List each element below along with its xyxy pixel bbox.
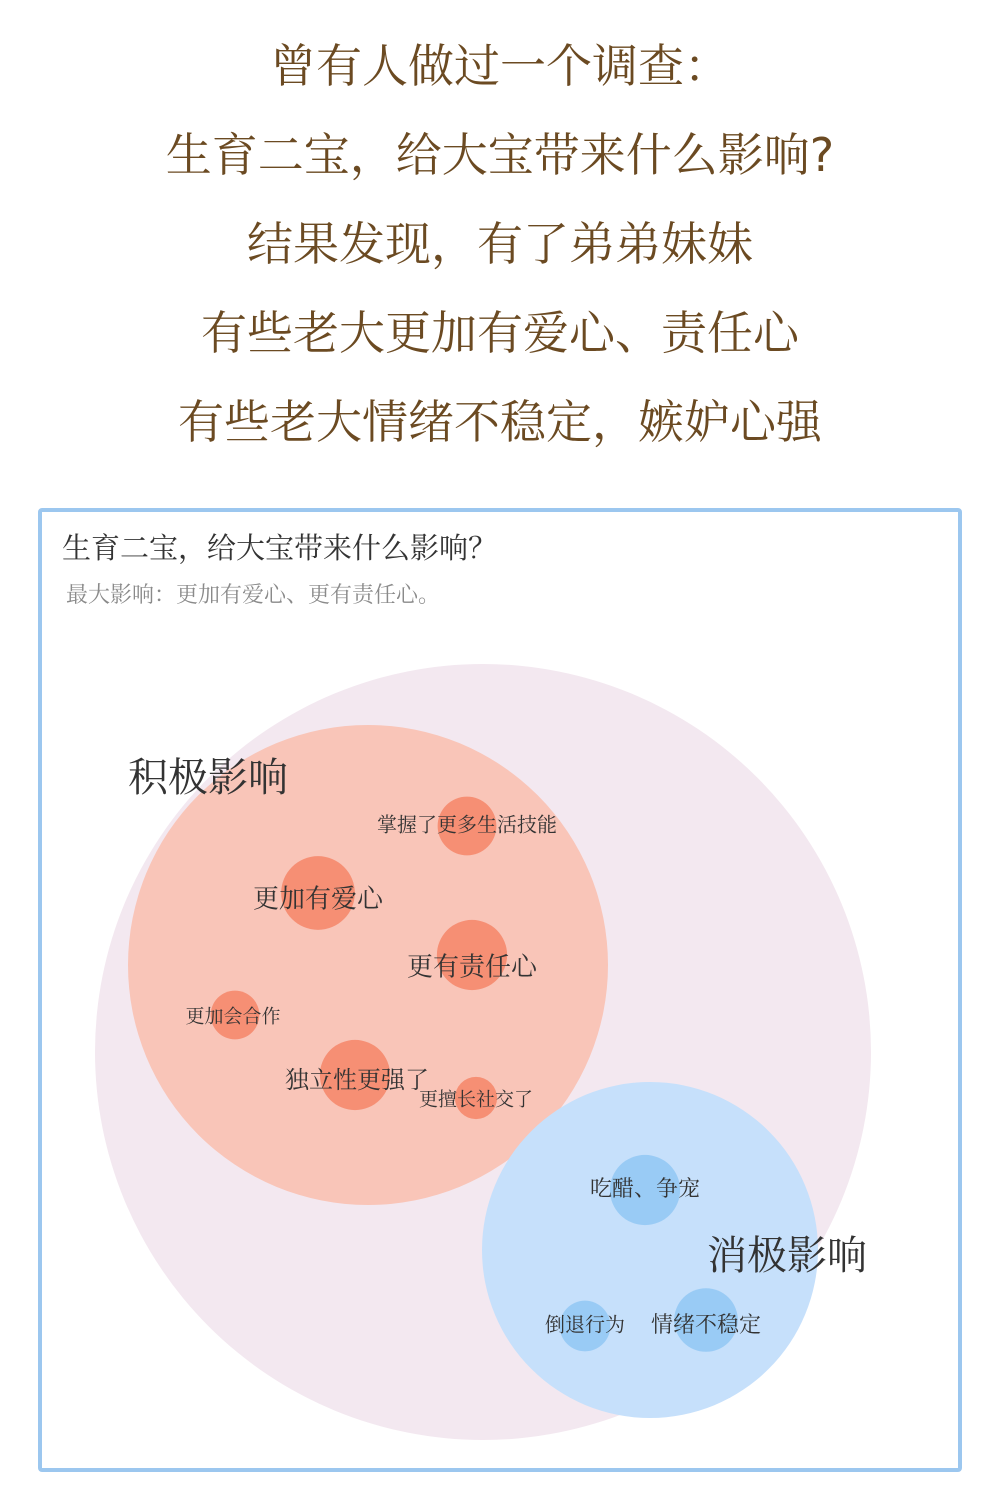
leaf-label: 独立性更强了 (285, 1066, 429, 1094)
leaf-label: 情绪不稳定 (650, 1313, 762, 1338)
chart-title: 生育二宝，给大宝带来什么影响？ (62, 531, 498, 565)
intro-line-4: 有些老大更加有爱心、责任心 (201, 306, 799, 360)
leaf-label: 更加有爱心 (252, 884, 384, 915)
leaf-label: 倒退行为 (545, 1312, 625, 1337)
leaf-label: 掌握了更多生活技能 (377, 812, 557, 837)
leaf-label: 更擅长社交了 (418, 1088, 534, 1111)
intro-line-5: 有些老大情绪不稳定，嫉妒心强 (178, 395, 822, 449)
intro-line-3: 结果发现，有了弟弟妹妹 (247, 217, 753, 271)
chart-subtitle: 最大影响：更加有爱心、更有责任心。 (66, 583, 441, 608)
group-label-negative: 消极影响 (707, 1233, 867, 1279)
leaf-label: 更有责任心 (406, 952, 538, 983)
leaf-label: 吃醋、争宠 (589, 1177, 701, 1202)
intro-line-1: 曾有人做过一个调查： (270, 39, 730, 93)
leaf-label: 更加会合作 (185, 1005, 281, 1028)
group-label-positive: 积极影响 (128, 755, 288, 801)
intro-line-2: 生育二宝，给大宝带来什么影响? (165, 128, 835, 182)
